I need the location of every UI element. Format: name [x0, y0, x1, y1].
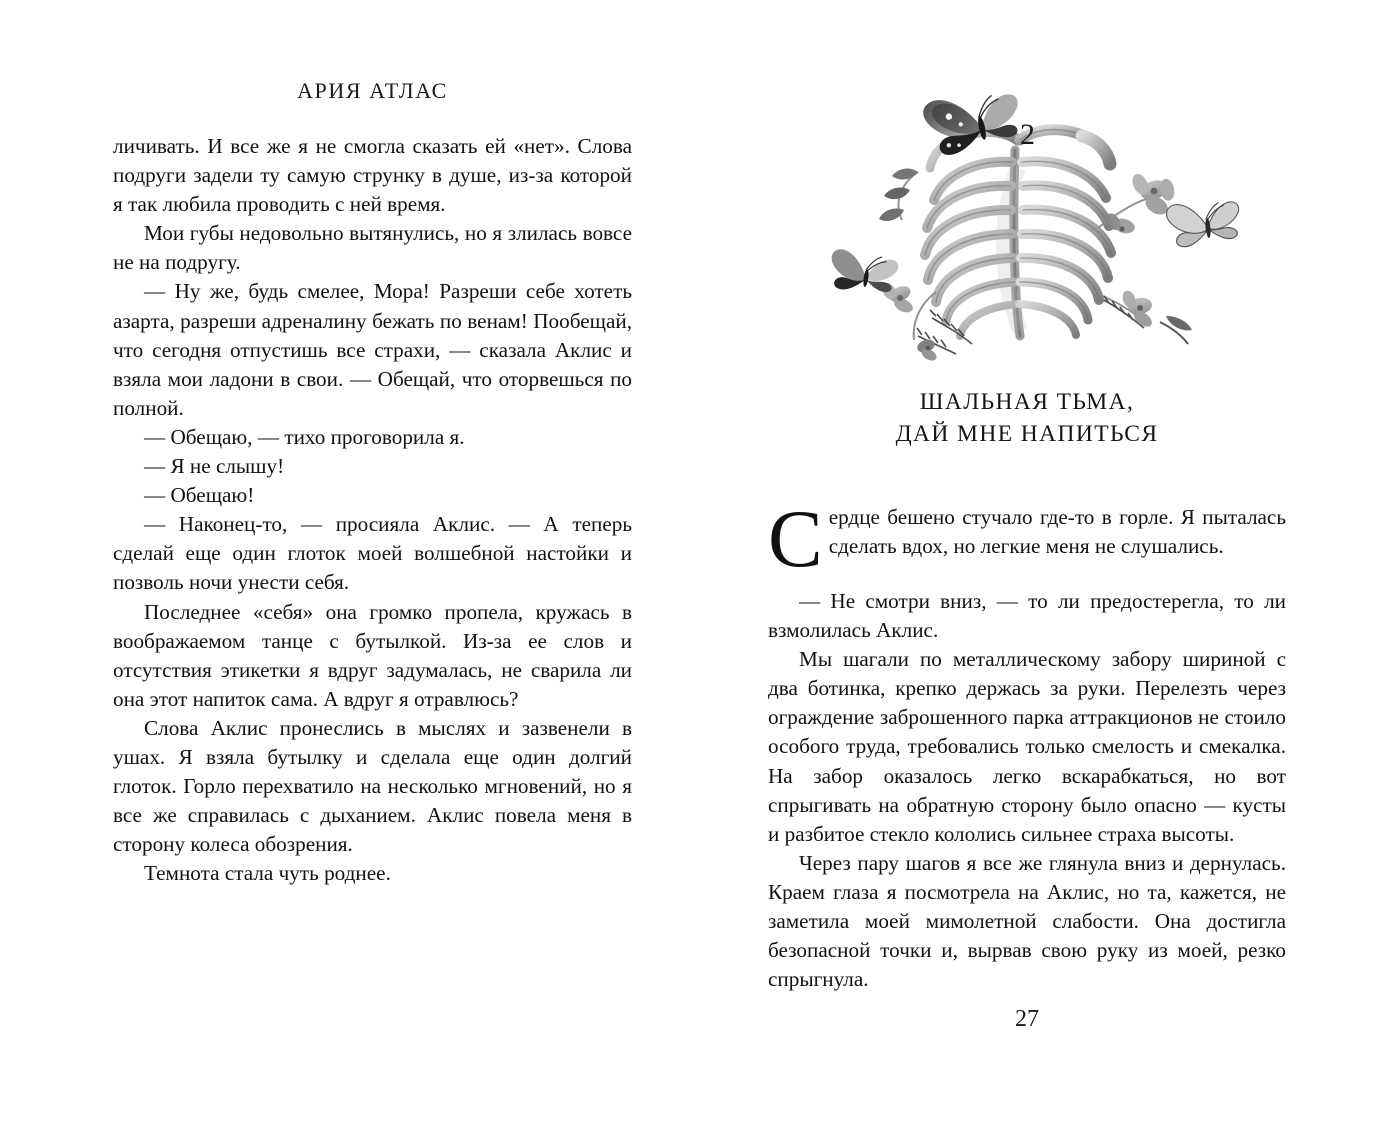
paragraph: — Наконец-то, — просияла Аклис. — А теперь сделай еще один глоток моей волшебной настойки и позволь ночи унести себя.	[113, 512, 632, 595]
paragraph: — Обещаю, — тихо проговорила я.	[144, 424, 465, 449]
chapter-number: 2	[1020, 118, 1035, 151]
right-page-paragraphs	[768, 587, 1286, 994]
paragraph: — Обещаю!	[144, 483, 255, 508]
paragraph: — Ну же, будь смелее, Мора! Разреши себе хотеть азарта, разреши адреналину бежать по венам! Пообещай, что сегодня отпустишь все страхи, — сказала Аклис и взяла мои ладони в свои. — Обещай, что оторвешься по полной.	[113, 279, 632, 420]
paragraph: — Не смотри вниз, — то ли предостерегла, то ли взмолилась Аклис.	[768, 589, 1286, 643]
paragraph: личивать. И все же я не смогла сказать ей «нет». Слова подруги задели ту самую струнку в душе, из-за которой я так любила проводить с ней время.	[113, 134, 632, 217]
left-page-column	[113, 78, 632, 888]
right-page-column	[768, 78, 1286, 994]
butterfly-left	[827, 248, 899, 297]
left-page-body	[113, 132, 632, 888]
floral-decor	[879, 169, 1192, 364]
right-page-body	[768, 493, 1286, 994]
dropcap-paragraph	[768, 493, 1286, 587]
paragraph: Мы шагали по металлическому забору шириной с два ботинка, крепко держась за руки. Перелезть через ограждение заброшенного парка аттракционов не стоило особого труда, требовались только смелость и смекалка. На забор оказалось легко вскарабкаться, но вот спрыгивать на обратную сторону было опасно — кусты и разбитое стекло кололись сильнее страха высоты.	[768, 647, 1286, 846]
ribcage-graphic	[925, 130, 1111, 336]
paragraph: — Я не слышу!	[144, 454, 285, 479]
page-number: 27	[1015, 1006, 1039, 1032]
dropcap-paragraph-text: ердце бешено стучало где-то в горле. Я пыталась сделать вдох, но легкие меня не слушались.	[828, 505, 1286, 559]
butterfly-right	[1166, 198, 1242, 248]
chapter-illustration	[768, 78, 1286, 368]
drop-cap: С	[768, 493, 823, 584]
chapter-title-line-1: ШАЛЬНАЯ ТЬМА,	[919, 389, 1135, 415]
chapter-title-line-2: ДАЙ МНЕ НАПИТЬСЯ	[895, 421, 1159, 447]
running-head: АРИЯ АТЛАС	[297, 78, 448, 103]
paragraph: Через пару шагов я все же глянула вниз и дернулась. Краем глаза я посмотрела на Аклис, но та, кажется, не заметила моей мимолетной слабости. Она достигла безопасной точки и, вырвав свою руку из моей, резко спрыгнула.	[768, 850, 1286, 992]
paragraph: Темнота стала чуть роднее.	[144, 861, 391, 886]
paragraph: Мои губы недовольно вытянулись, но я злилась вовсе не на подругу.	[113, 221, 632, 275]
paragraph: Слова Аклис пронеслись в мыслях и зазвенели в ушах. Я взяла бутылку и сделала еще один долгий глоток. Горло перехватило на несколько мгновений, но я все же справилась с дыханием. Аклис повела меня в сторону колеса обозрения.	[113, 715, 632, 857]
chapter-title	[768, 386, 1286, 450]
paragraph: Последнее «себя» она громко пропела, кружась в воображаемом танце с бутылкой. Из-за ее слов и отсутствия этикетки я вдруг задумалась, не сварила ли она этот напиток сама. А вдруг я отравлюсь?	[113, 599, 632, 711]
